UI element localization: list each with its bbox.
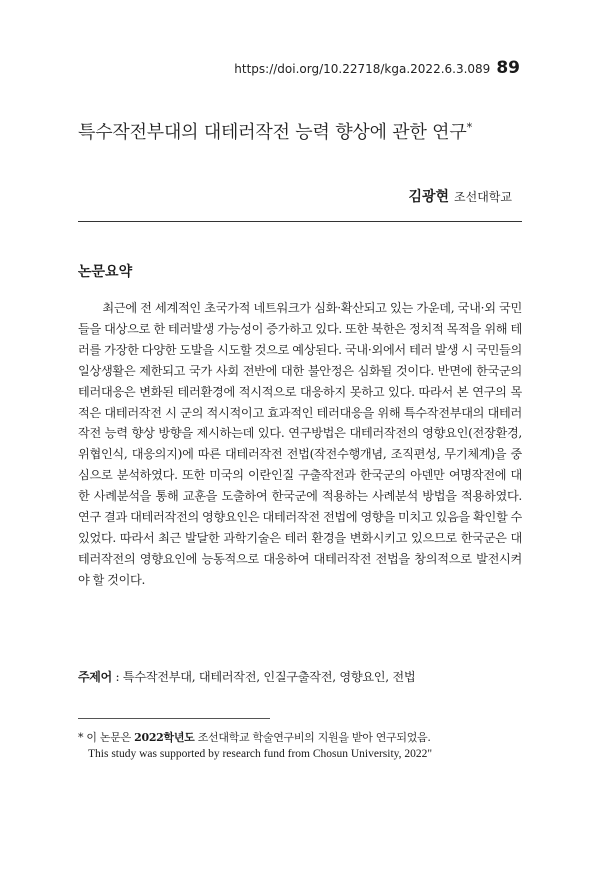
author-line: [408, 186, 512, 206]
footnote-ko-before: 이 논문은: [83, 731, 135, 744]
footnote-korean: [78, 729, 538, 746]
footnote-english: This study was supported by research fund from Chosun University, 2022": [88, 748, 433, 760]
keywords-separator: :: [111, 670, 123, 684]
title-footnote-mark: *: [466, 121, 472, 134]
footnote-marker: *: [78, 731, 84, 744]
footnote-divider: [78, 718, 270, 719]
header-divider: [78, 221, 522, 222]
abstract-heading: 논문요약: [78, 264, 133, 280]
abstract-body: 최근에 전 세계적인 초국가적 네트워크가 심화·확산되고 있는 가운데, 국내·외 국민들을 대상으로 한 테러발생 가능성이 증가하고 있다. 또한 북한은 정치적 목적을 위해 테러를 가장한 다양한 도발을 시도할 것으로 예상된다. 국내·외에서 테러 발생 시 국민들의 일상생활은 제한되고 국가 사회 전반에 대한 불안정은 심화될 것이다. 반면에 한국군의 테러대응은 변화된 테러환경에 적시적으로 대응하지 못하고 있다. 따라서 본 연구의 목적은 대테러작전 시 군의 적시적이고 효과적인 테러대응을 위해 특수작전부대의 대테러작전 능력 향상 방향을 제시하는데 있다. 연구방법은 대테러작전의 영향요인(전장환경, 위협인식, 대응의지)에 따른 대테러작전 전법(작전수행개념, 조직편성, 무기체계)을 중심으로 분석하였다. 또한 미국의 이란인질 구출작전과 한국군의 아덴만 여명작전에 대한 사례분석을 통해 교훈을 도출하여 한국군에 적용하는 사례분석 방법을 적용하였다. 연구 결과 대테러작전의 영향요인은 대테러작전 전법에 영향을 미치고 있음을 확인할 수 있었다. 따라서 최근 발달한 과학기술은 테러 환경을 변화시키고 있으므로 한국군은 대테러작전의 영향요인에 능동적으로 대응하여 대테러작전 전법을 창의적으로 발전시켜야 할 것이다.: [78, 301, 522, 587]
paper-title: [78, 118, 538, 144]
author-name: 김광현: [408, 189, 450, 205]
author-affiliation: 조선대학교: [454, 190, 512, 204]
keywords-text: 특수작전부대, 대테러작전, 인질구출작전, 영향요인, 전법: [122, 670, 416, 684]
keywords-label: 주제어: [78, 670, 112, 684]
running-header: [234, 58, 520, 78]
footnote-ko-bold: 2022학년도: [134, 731, 195, 744]
footnote: [78, 729, 538, 763]
paper-title-text: 특수작전부대의 대테러작전 능력 향상에 관한 연구: [78, 122, 467, 143]
footnote-ko-after: 조선대학교 학술연구비의 지원을 받아 연구되었음.: [194, 731, 431, 744]
doi-link[interactable]: https://doi.org/10.22718/kga.2022.6.3.089: [234, 62, 491, 76]
keywords-line: [78, 668, 522, 685]
page-number: 89: [496, 58, 520, 78]
